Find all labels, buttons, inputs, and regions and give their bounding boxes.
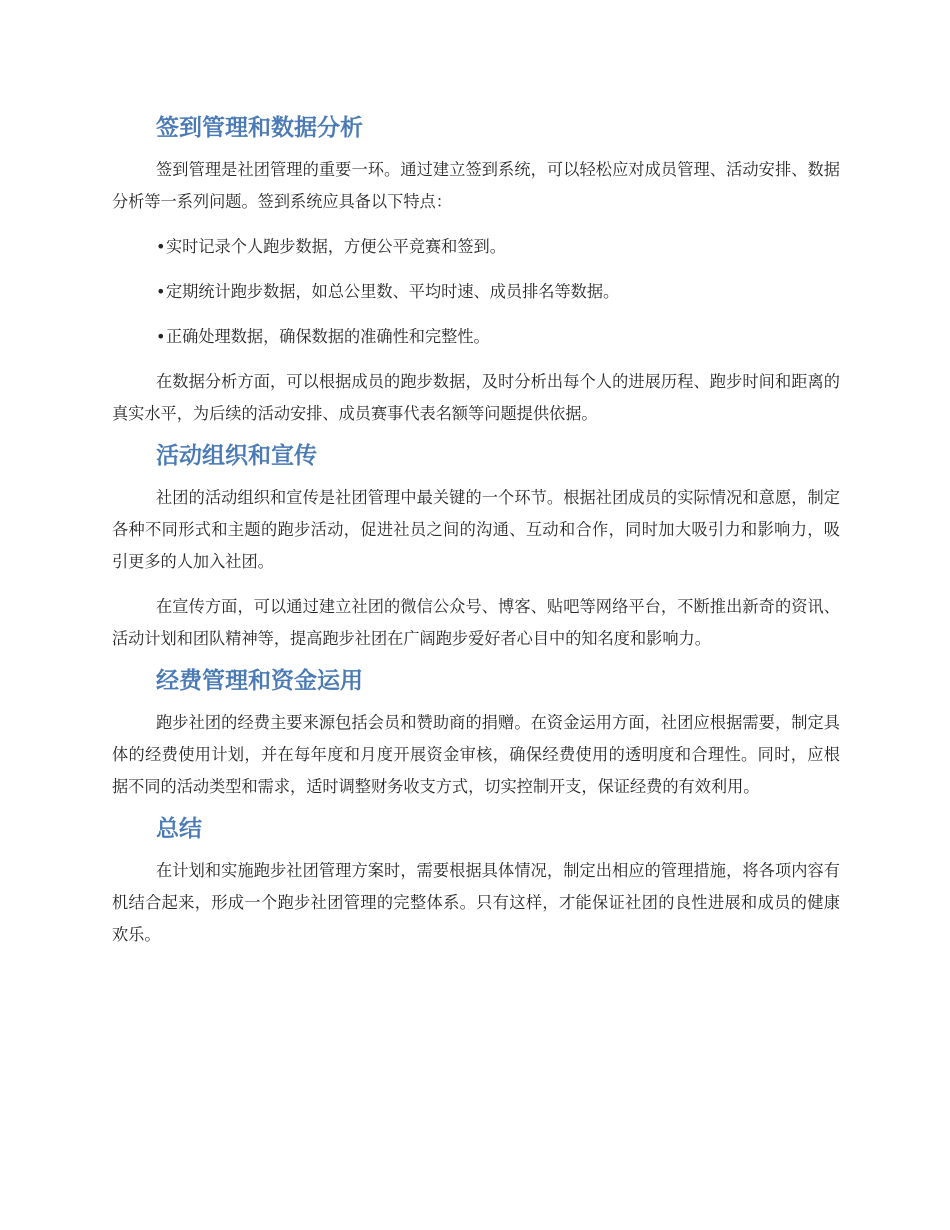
- bullet-text: 定期统计跑步数据，如总公里数、平均时速、成员排名等数据。: [166, 282, 620, 301]
- heading-checkin-data: 签到管理和数据分析: [156, 115, 363, 141]
- document-page: [112, 108, 840, 951]
- bullet-marker: •: [156, 282, 166, 301]
- paragraph-activity-organization: 社团的活动组织和宣传是社团管理中最关键的一个环节。根据社团成员的实际情况和意愿，制定各种不同形式和主题的跑步活动，促进社员之间的沟通、互动和合作，同时加大吸引力和影响力，吸引更多的人加入社团。: [112, 488, 840, 571]
- bullet-marker: •: [156, 327, 166, 346]
- bullet-item: [156, 276, 840, 308]
- heading-summary: 总结: [156, 816, 202, 842]
- heading-activity-promotion: 活动组织和宣传: [156, 443, 317, 469]
- bullet-marker: •: [156, 237, 166, 256]
- paragraph-funding: 跑步社团的经费主要来源包括会员和赞助商的捐赠。在资金运用方面，社团应根据需要，制定具体的经费使用计划，并在每年度和月度开展资金审核，确保经费使用的透明度和合理性。同时，应根据不同的活动类型和需求，适时调整财务收支方式，切实控制开支，保证经费的有效利用。: [112, 713, 840, 796]
- bullet-text: 实时记录个人跑步数据，方便公平竞赛和签到。: [166, 237, 506, 256]
- paragraph-checkin-intro: 签到管理是社团管理的重要一环。通过建立签到系统，可以轻松应对成员管理、活动安排、数据分析等一系列问题。签到系统应具备以下特点：: [112, 160, 840, 211]
- bullet-item: [156, 321, 840, 353]
- heading-funding: 经费管理和资金运用: [156, 668, 363, 694]
- bullet-text: 正确处理数据，确保数据的准确性和完整性。: [166, 327, 490, 346]
- paragraph-summary: 在计划和实施跑步社团管理方案时，需要根据具体情况，制定出相应的管理措施，将各项内容有机结合起来，形成一个跑步社团管理的完整体系。只有这样，才能保证社团的良性进展和成员的健康欢乐。: [112, 861, 840, 944]
- bullet-item: [156, 231, 840, 263]
- paragraph-promotion: 在宣传方面，可以通过建立社团的微信公众号、博客、贴吧等网络平台，不断推出新奇的资讯、活动计划和团队精神等，提高跑步社团在广阔跑步爱好者心目中的知名度和影响力。: [112, 597, 840, 648]
- paragraph-data-analysis: 在数据分析方面，可以根据成员的跑步数据，及时分析出每个人的进展历程、跑步时间和距离的真实水平，为后续的活动安排、成员赛事代表名额等问题提供依据。: [112, 372, 840, 423]
